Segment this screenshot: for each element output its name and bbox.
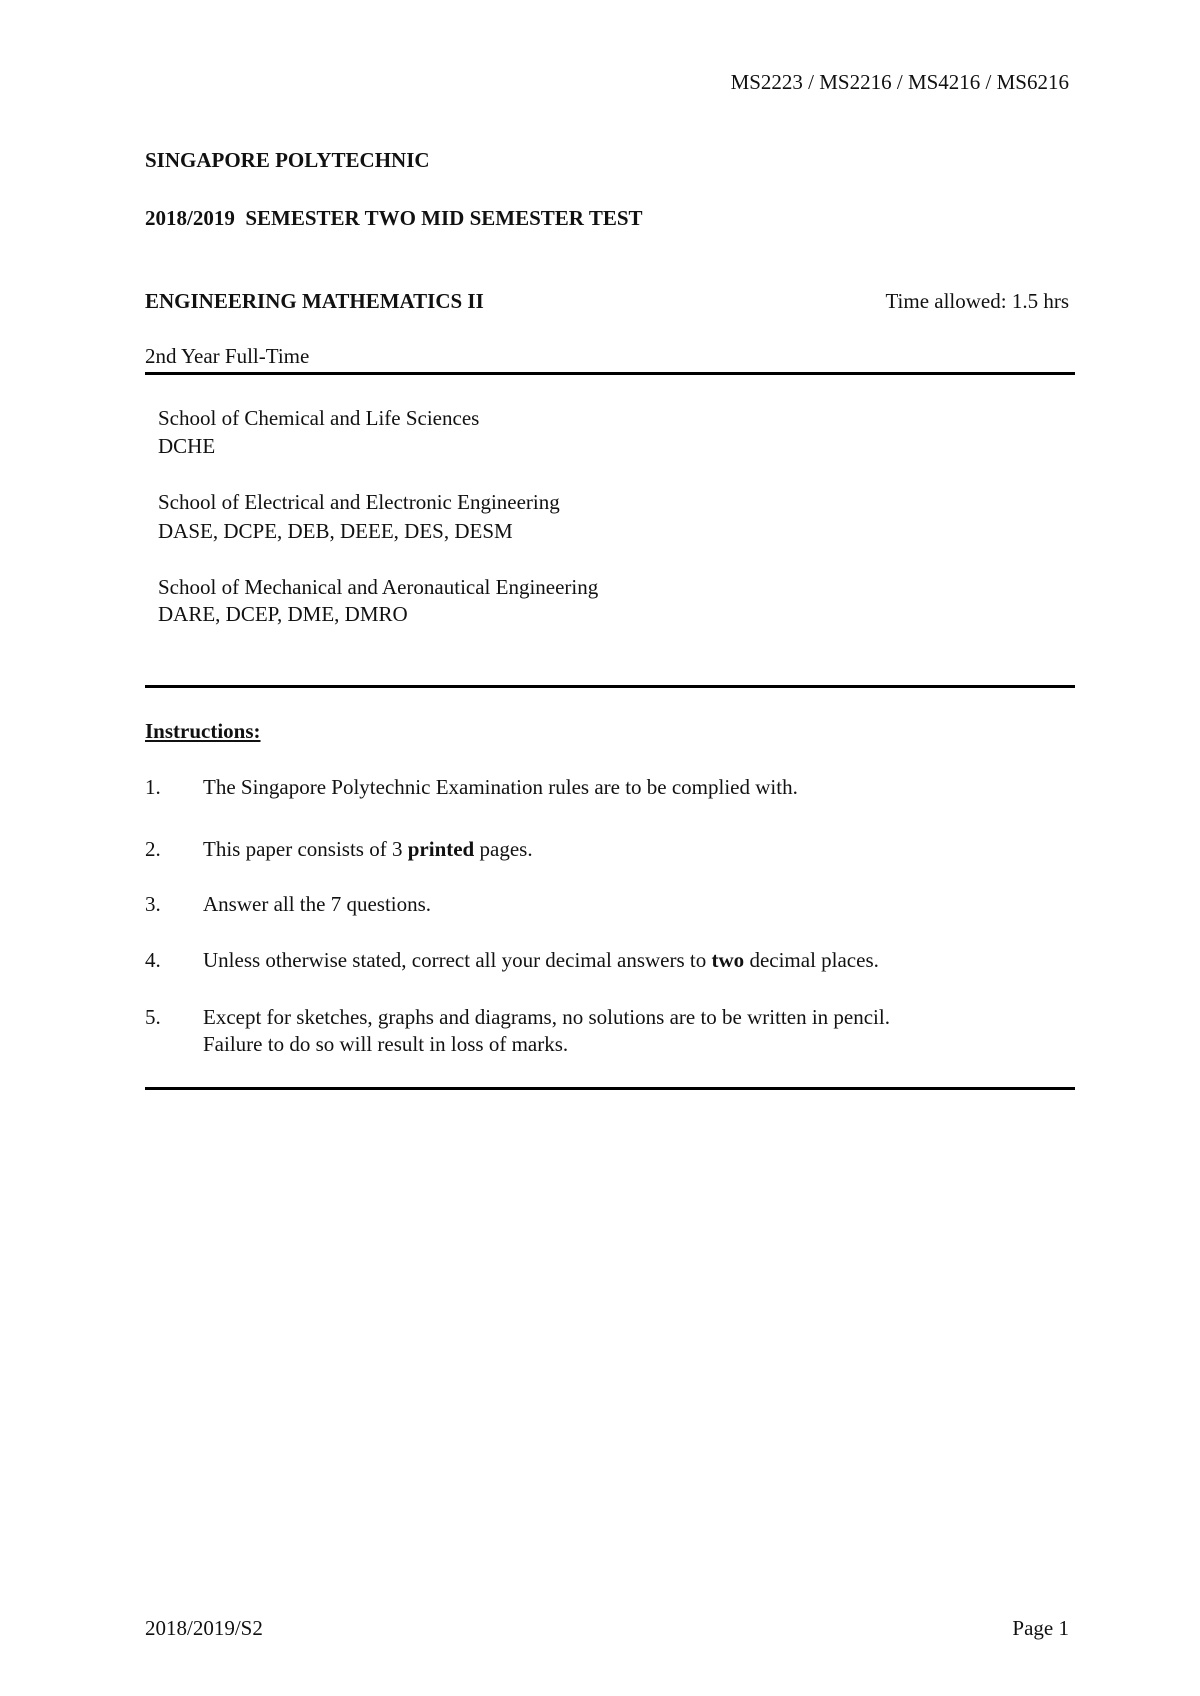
instruction-number: 2. (145, 837, 161, 861)
instruction-number: 5. (145, 1005, 161, 1029)
subject: ENGINEERING MATHEMATICS II (145, 289, 484, 313)
school-courses: DASE, DCPE, DEB, DEEE, DES, DESM (158, 519, 513, 543)
school-name: School of Chemical and Life Sciences (158, 406, 480, 430)
school-name: School of Electrical and Electronic Engineering (158, 490, 560, 514)
test-title: 2018/2019 SEMESTER TWO MID SEMESTER TEST (145, 206, 643, 230)
institution: SINGAPORE POLYTECHNIC (145, 148, 430, 172)
page-number: Page 1 (1012, 1616, 1069, 1640)
divider (145, 1087, 1075, 1090)
divider (145, 372, 1075, 375)
header-code: MS2223 / MS2216 / MS4216 / MS6216 (730, 70, 1069, 94)
instruction-text-continued: Failure to do so will result in loss of marks. (203, 1032, 569, 1056)
instruction-number: 1. (145, 775, 161, 799)
school-courses: DCHE (158, 434, 216, 458)
instruction-number: 4. (145, 948, 161, 972)
instructions-heading: Instructions: (145, 719, 261, 743)
instruction-number: 3. (145, 892, 161, 916)
year: 2nd Year Full-Time (145, 344, 310, 368)
divider (145, 685, 1075, 688)
time-allowed: Time allowed: 1.5 hrs (885, 289, 1069, 313)
instruction-text: Unless otherwise stated, correct all your decimal answers to two decimal places. (203, 948, 879, 972)
instruction-text: Except for sketches, graphs and diagrams, no solutions are to be written in pencil. (203, 1005, 890, 1029)
footer-term: 2018/2019/S2 (145, 1616, 263, 1640)
instruction-text: Answer all the 7 questions. (203, 892, 432, 916)
instruction-text: The Singapore Polytechnic Examination rules are to be complied with. (203, 775, 798, 799)
school-courses: DARE, DCEP, DME, DMRO (158, 602, 408, 626)
instruction-text: This paper consists of 3 printed pages. (203, 837, 533, 861)
school-name: School of Mechanical and Aeronautical Engineering (158, 575, 599, 599)
